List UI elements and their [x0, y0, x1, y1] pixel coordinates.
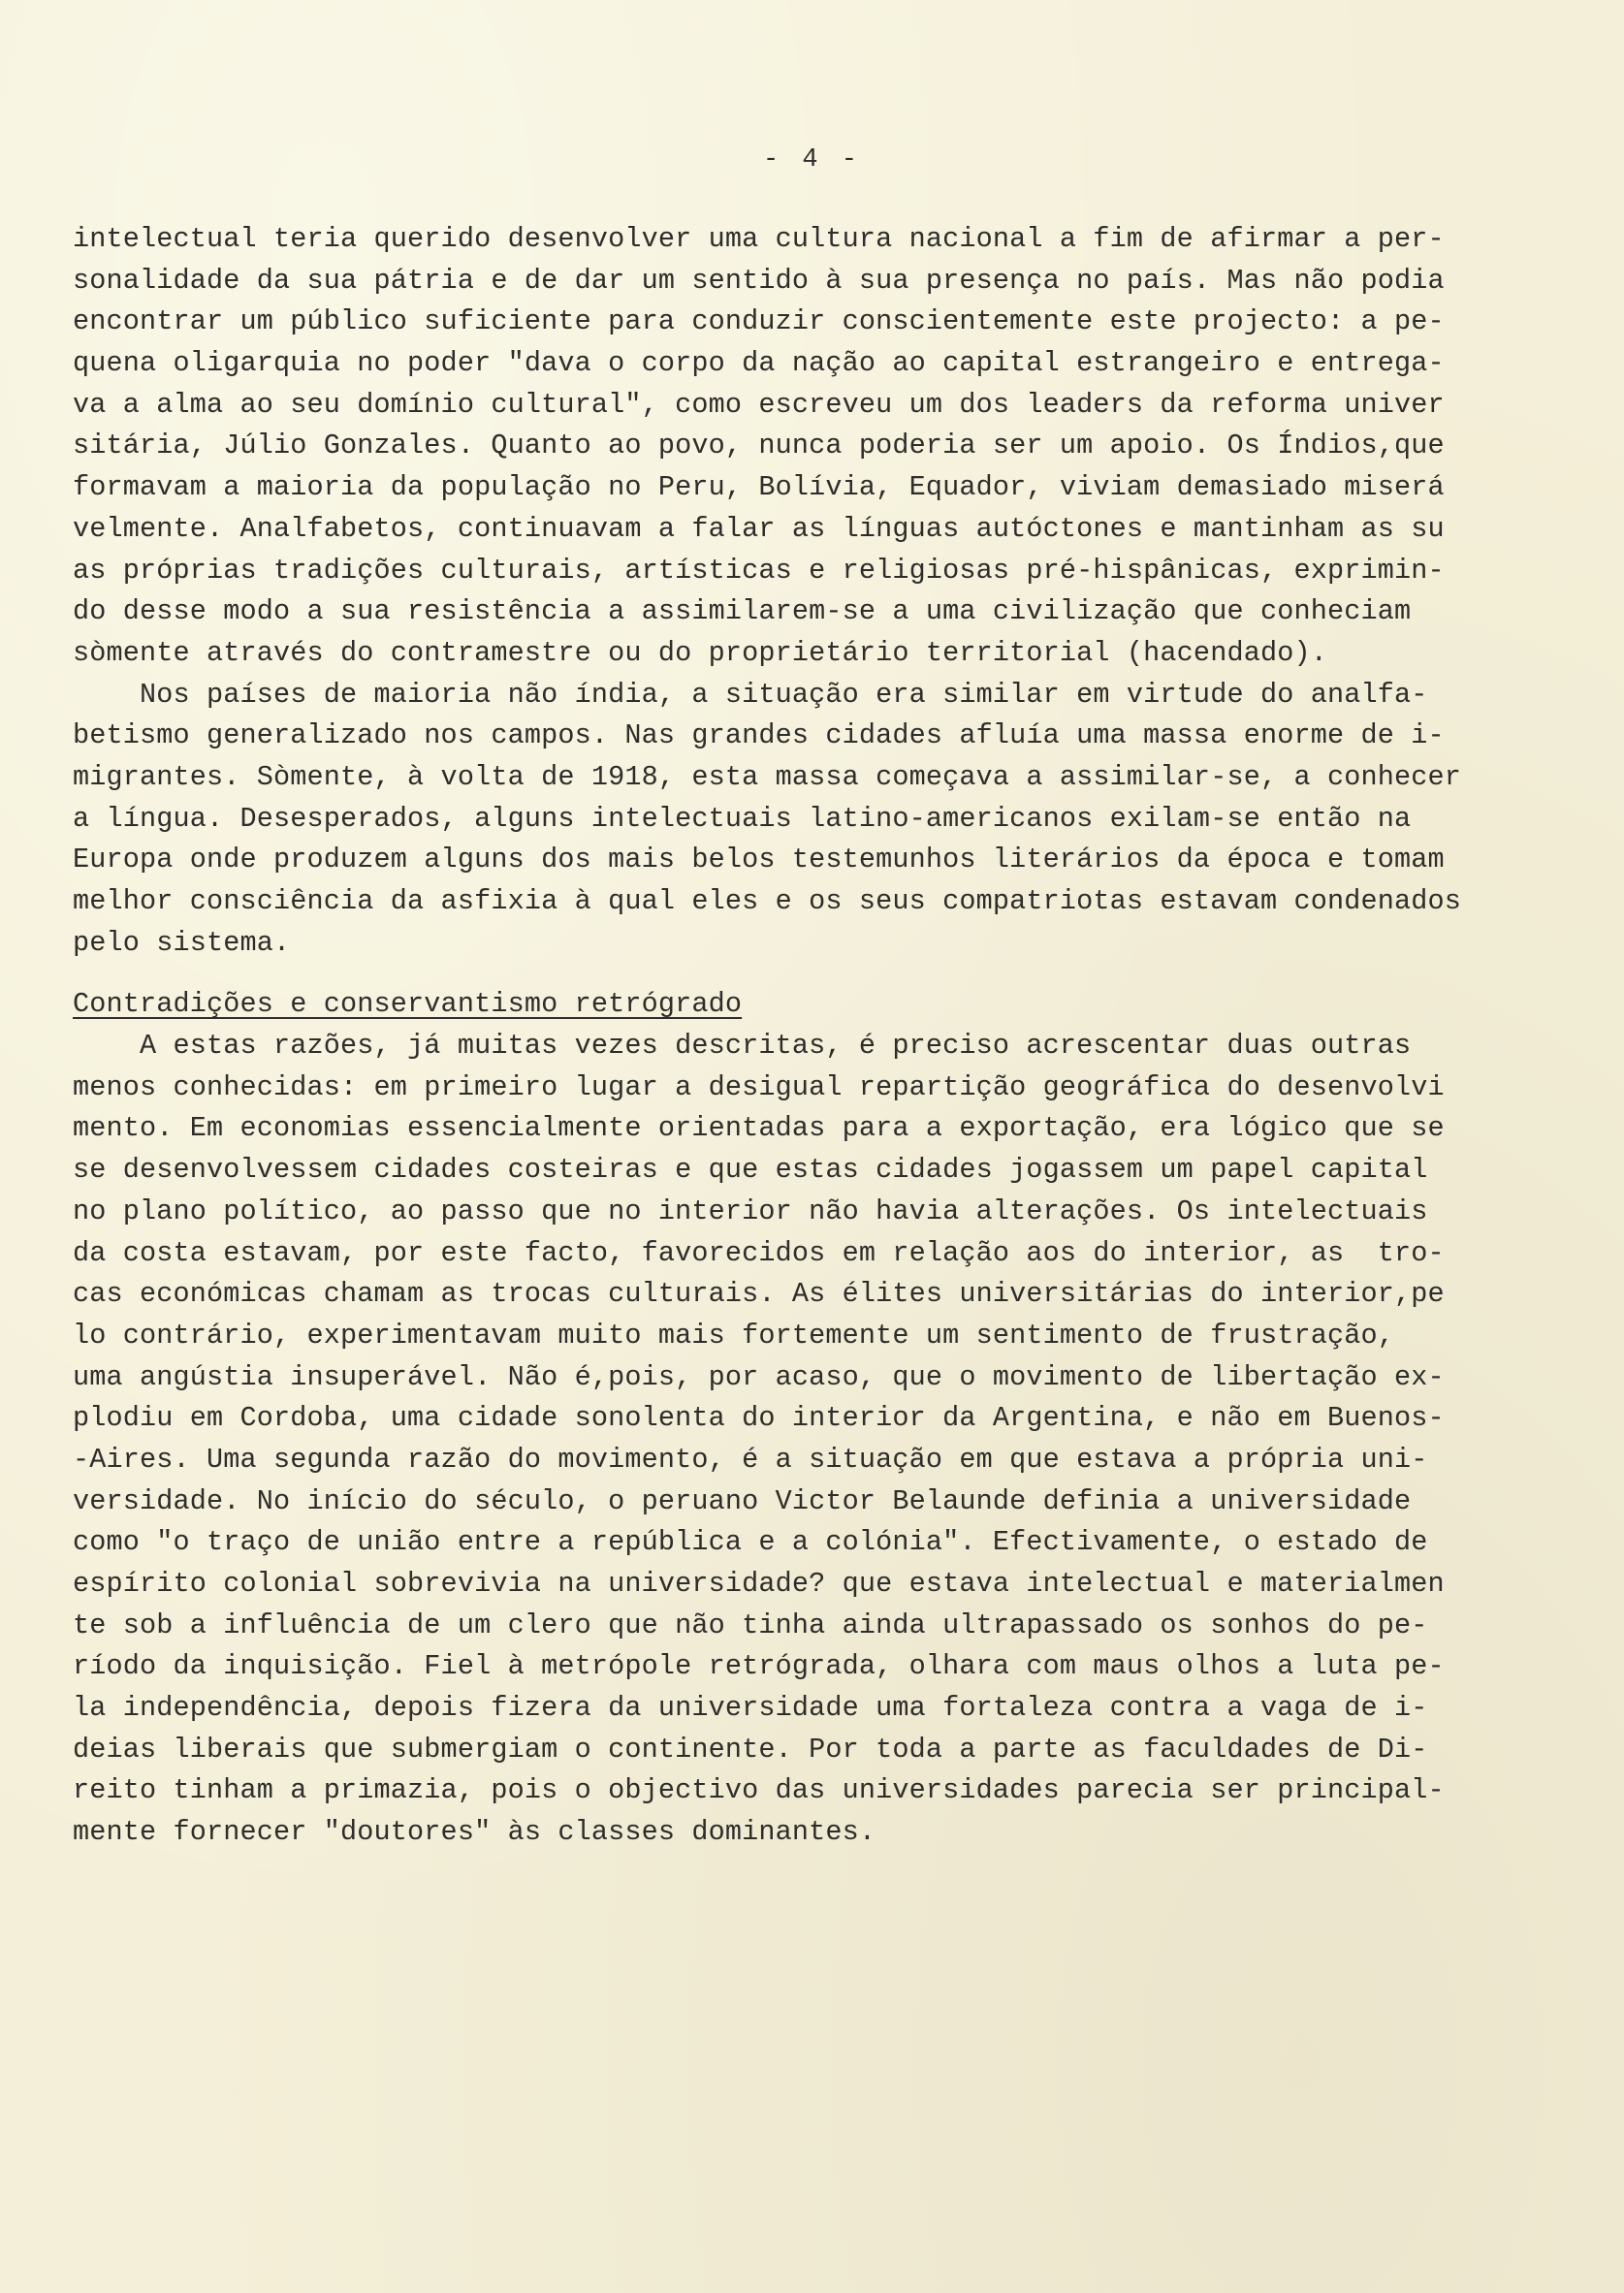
text-line: como "o traço de união entre a república e a colónia". Efectivamente, o estado de — [73, 1526, 1428, 1559]
section-heading-block — [73, 984, 1527, 1026]
text-line: sòmente através do contramestre ou do proprietário territorial (hacendado). — [73, 636, 1327, 669]
text-line: la independência, depois fizera da universidade uma fortaleza contra a vaga de i- — [73, 1692, 1428, 1725]
text-line: melhor consciência da asfixia à qual eles e os seus compatriotas estavam condenados — [73, 885, 1461, 917]
text-line: quena oligarquia no poder "dava o corpo da nação ao capital estrangeiro e entrega- — [73, 347, 1445, 380]
text-line: do desse modo a sua resistência a assimilarem-se a uma civilização que conheciam — [73, 595, 1412, 628]
text-line: as próprias tradições culturais, artísticas e religiosas pré-hispânicas, exprimin- — [73, 554, 1445, 587]
text-line: se desenvolvessem cidades costeiras e que estas cidades jogassem um papel capital — [73, 1154, 1428, 1187]
paragraph — [73, 219, 1527, 675]
text-line: sitária, Júlio Gonzales. Quanto ao povo, nunca poderia ser um apoio. Os Índios,que — [73, 430, 1445, 462]
text-line: versidade. No início do século, o peruano Victor Belaunde definia a universidade — [73, 1484, 1412, 1517]
text-line: a língua. Desesperados, alguns intelectuais latino-americanos exilam-se então na — [73, 802, 1412, 835]
paragraph — [73, 675, 1527, 965]
text-line: menos conhecidas: em primeiro lugar a desigual repartição geográfica do desenvolvi — [73, 1070, 1445, 1103]
text-line: mente fornecer "doutores" às classes dominantes. — [73, 1816, 876, 1849]
text-line: lo contrário, experimentavam muito mais fortemente um sentimento de frustração, — [73, 1319, 1394, 1352]
text-line: plodiu em Cordoba, uma cidade sonolenta do interior da Argentina, e não em Buenos- — [73, 1402, 1445, 1435]
text-line: encontrar um público suficiente para conduzir conscientemente este projecto: a pe- — [73, 305, 1445, 338]
text-line: Nos países de maioria não índia, a situação era similar em virtude do analfa- — [73, 678, 1428, 711]
text-line: A estas razões, já muitas vezes descritas, é preciso acrescentar duas outras — [73, 1030, 1412, 1063]
text-line: espírito colonial sobrevivia na universidade? que estava intelectual e materialmen — [73, 1568, 1445, 1600]
body-text — [73, 219, 1527, 1854]
text-line: va a alma ao seu domínio cultural", como escreveu um dos leaders da reforma univer — [73, 388, 1445, 421]
text-line: uma angústia insuperável. Não é,pois, por acaso, que o movimento de libertação ex- — [73, 1360, 1445, 1393]
paragraph — [73, 1026, 1527, 1854]
text-line: deias liberais que submergiam o continente. Por toda a parte as faculdades de Di- — [73, 1733, 1428, 1766]
text-line: velmente. Analfabetos, continuavam a falar as línguas autóctones e mantinham as su — [73, 512, 1445, 545]
section-heading: Contradições e conservantismo retrógrado — [73, 988, 743, 1021]
text-line: reito tinham a primazia, pois o objectivo das universidades parecia ser principal- — [73, 1774, 1445, 1807]
text-line: ríodo da inquisição. Fiel à metrópole retrógrada, olhara com maus olhos a luta pe- — [73, 1650, 1445, 1683]
text-line: migrantes. Sòmente, à volta de 1918, esta massa começava a assimilar-se, a conhecer — [73, 760, 1461, 793]
text-line: pelo sistema. — [73, 926, 291, 959]
text-line: -Aires. Uma segunda razão do movimento, é a situação em que estava a própria uni- — [73, 1443, 1428, 1476]
page-number: - 4 - — [762, 145, 861, 175]
text-line: cas económicas chamam as trocas culturais. As élites universitárias do interior,pe — [73, 1278, 1445, 1311]
text-line: mento. Em economias essencialmente orientadas para a exportação, era lógico que se — [73, 1112, 1445, 1145]
text-line: da costa estavam, por este facto, favorecidos em relação aos do interior, as tro- — [73, 1236, 1445, 1269]
text-line: sonalidade da sua pátria e de dar um sentido à sua presença no país. Mas não podia — [73, 264, 1445, 297]
text-line: te sob a influência de um clero que não tinha ainda ultrapassado os sonhos do pe- — [73, 1608, 1428, 1641]
text-line: Europa onde produzem alguns dos mais belos testemunhos literários da época e tomam — [73, 844, 1445, 876]
text-line: intelectual teria querido desenvolver uma cultura nacional a fim de afirmar a per- — [73, 223, 1445, 255]
section-gap — [73, 964, 1527, 984]
text-line: betismo generalizado nos campos. Nas grandes cidades afluía uma massa enorme de i- — [73, 719, 1445, 752]
text-line: no plano político, ao passo que no interior não havia alterações. Os intelectuais — [73, 1194, 1428, 1227]
text-line: formavam a maioria da população no Peru, Bolívia, Equador, viviam demasiado miserá — [73, 471, 1445, 504]
